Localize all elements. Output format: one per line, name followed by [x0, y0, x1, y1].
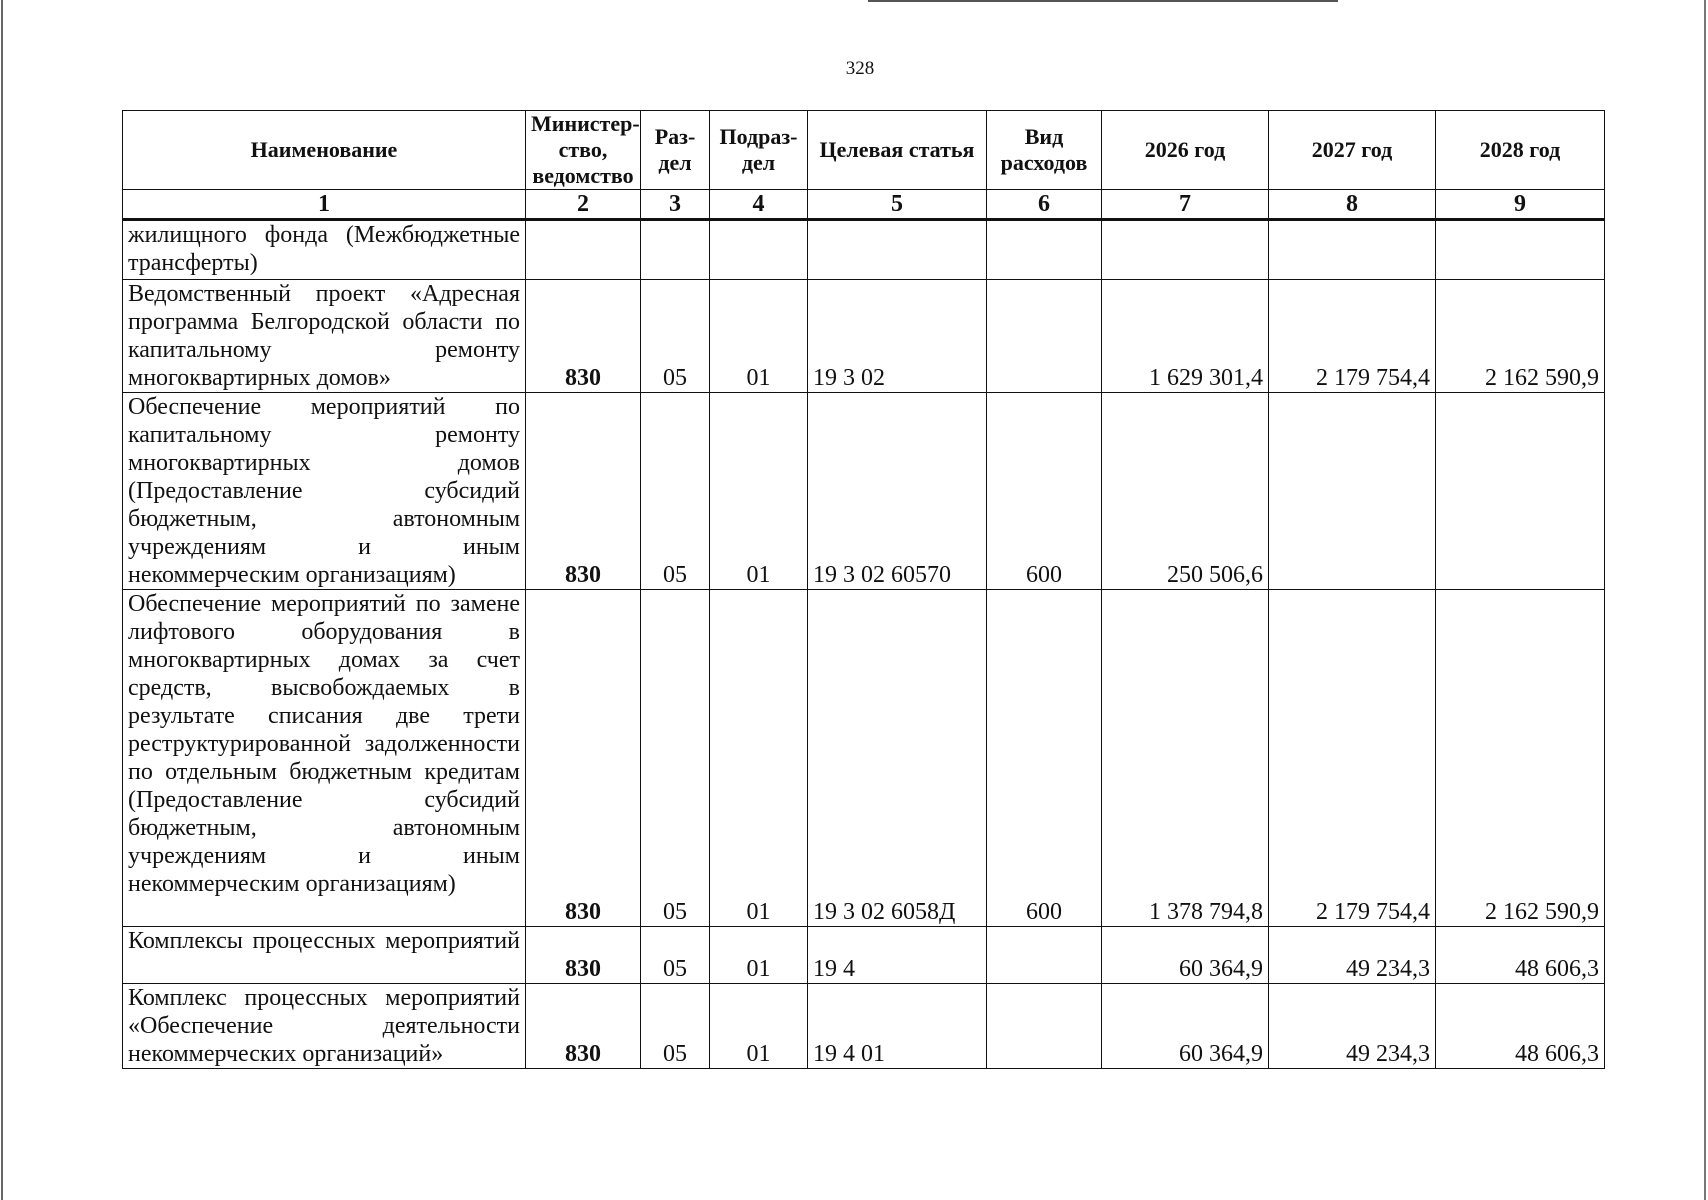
header-subsection: Подраз-дел	[710, 111, 808, 190]
row-ministry: 830	[526, 280, 641, 393]
header-expense-type: Вид расходов	[987, 111, 1102, 190]
row-expense-type	[987, 280, 1102, 393]
table-row	[123, 590, 1605, 927]
header-2027: 2027 год	[1269, 111, 1436, 190]
header-name: Наименование	[123, 111, 526, 190]
header-2026: 2026 год	[1102, 111, 1269, 190]
row-2026	[1102, 220, 1269, 280]
scan-artifact-left-edge	[1, 0, 3, 1200]
table-row	[123, 220, 1605, 280]
row-expense-type	[987, 927, 1102, 984]
scan-artifact-top-line	[868, 0, 1338, 2]
row-2026: 1 629 301,4	[1102, 280, 1269, 393]
row-subsection: 01	[710, 590, 808, 927]
column-number: 6	[987, 190, 1102, 220]
row-subsection: 01	[710, 280, 808, 393]
row-ministry: 830	[526, 927, 641, 984]
row-name: Комплекс процессных мероприятий «Обеспечение деятельности некоммерческих организаций»	[123, 984, 526, 1069]
row-2027	[1269, 393, 1436, 590]
row-ministry: 830	[526, 984, 641, 1069]
row-name: Ведомственный проект «Адресная программа Белгородской области по капитальному ремонту многоквартирных домов»	[123, 280, 526, 393]
row-expense-type: 600	[987, 590, 1102, 927]
row-target: 19 3 02 60570	[808, 393, 987, 590]
column-number: 2	[526, 190, 641, 220]
column-number-row	[123, 190, 1605, 220]
column-number: 4	[710, 190, 808, 220]
header-ministry: Министер-ство, ведомство	[526, 111, 641, 190]
row-section: 05	[641, 280, 710, 393]
row-target	[808, 220, 987, 280]
column-number: 3	[641, 190, 710, 220]
table-row	[123, 927, 1605, 984]
row-2026: 60 364,9	[1102, 984, 1269, 1069]
row-2028: 48 606,3	[1436, 927, 1605, 984]
row-2028	[1436, 393, 1605, 590]
budget-table	[122, 110, 1605, 1069]
row-name: жилищного фонда (Межбюджетные трансферты)	[123, 220, 526, 280]
scan-artifact-right-edge	[1704, 0, 1706, 1200]
row-subsection: 01	[710, 927, 808, 984]
row-ministry: 830	[526, 393, 641, 590]
row-ministry: 830	[526, 590, 641, 927]
row-name: Обеспечение мероприятий по капитальному ремонту многоквартирных домов (Предоставление субсидий бюджетным, автономным учреждениям и иным некоммерческим организациям)	[123, 393, 526, 590]
header-2028: 2028 год	[1436, 111, 1605, 190]
row-name: Обеспечение мероприятий по замене лифтового оборудования в многоквартирных домах за счет средств, высвобождаемых в результате списания две трети реструктурированной задолженности по отдельным бюджетным кредитам (Предоставление субсидий бюджетным, автономным учреждениям и иным некоммерческим организациям)	[123, 590, 526, 927]
row-2027: 2 179 754,4	[1269, 590, 1436, 927]
row-target: 19 4 01	[808, 984, 987, 1069]
column-number: 5	[808, 190, 987, 220]
header-target: Целевая статья	[808, 111, 987, 190]
table-row	[123, 984, 1605, 1069]
row-2028: 2 162 590,9	[1436, 280, 1605, 393]
row-2027	[1269, 220, 1436, 280]
row-target: 19 3 02 6058Д	[808, 590, 987, 927]
row-2028	[1436, 220, 1605, 280]
row-2027: 49 234,3	[1269, 984, 1436, 1069]
table-row	[123, 393, 1605, 590]
column-number: 9	[1436, 190, 1605, 220]
row-subsection: 01	[710, 393, 808, 590]
row-section: 05	[641, 984, 710, 1069]
row-2027: 49 234,3	[1269, 927, 1436, 984]
column-number: 7	[1102, 190, 1269, 220]
row-subsection	[710, 220, 808, 280]
row-section: 05	[641, 393, 710, 590]
row-2027: 2 179 754,4	[1269, 280, 1436, 393]
table-row	[123, 280, 1605, 393]
row-section: 05	[641, 590, 710, 927]
row-ministry	[526, 220, 641, 280]
row-section: 05	[641, 927, 710, 984]
row-2028: 48 606,3	[1436, 984, 1605, 1069]
row-2026: 1 378 794,8	[1102, 590, 1269, 927]
header-section: Раз-дел	[641, 111, 710, 190]
column-number: 1	[123, 190, 526, 220]
row-2026: 250 506,6	[1102, 393, 1269, 590]
row-expense-type: 600	[987, 393, 1102, 590]
header-row	[123, 111, 1605, 190]
row-2028: 2 162 590,9	[1436, 590, 1605, 927]
column-number: 8	[1269, 190, 1436, 220]
row-target: 19 4	[808, 927, 987, 984]
row-target: 19 3 02	[808, 280, 987, 393]
row-expense-type	[987, 984, 1102, 1069]
row-expense-type	[987, 220, 1102, 280]
row-name: Комплексы процессных мероприятий	[123, 927, 526, 984]
row-section	[641, 220, 710, 280]
page-number: 328	[845, 58, 875, 79]
row-2026: 60 364,9	[1102, 927, 1269, 984]
row-subsection: 01	[710, 984, 808, 1069]
